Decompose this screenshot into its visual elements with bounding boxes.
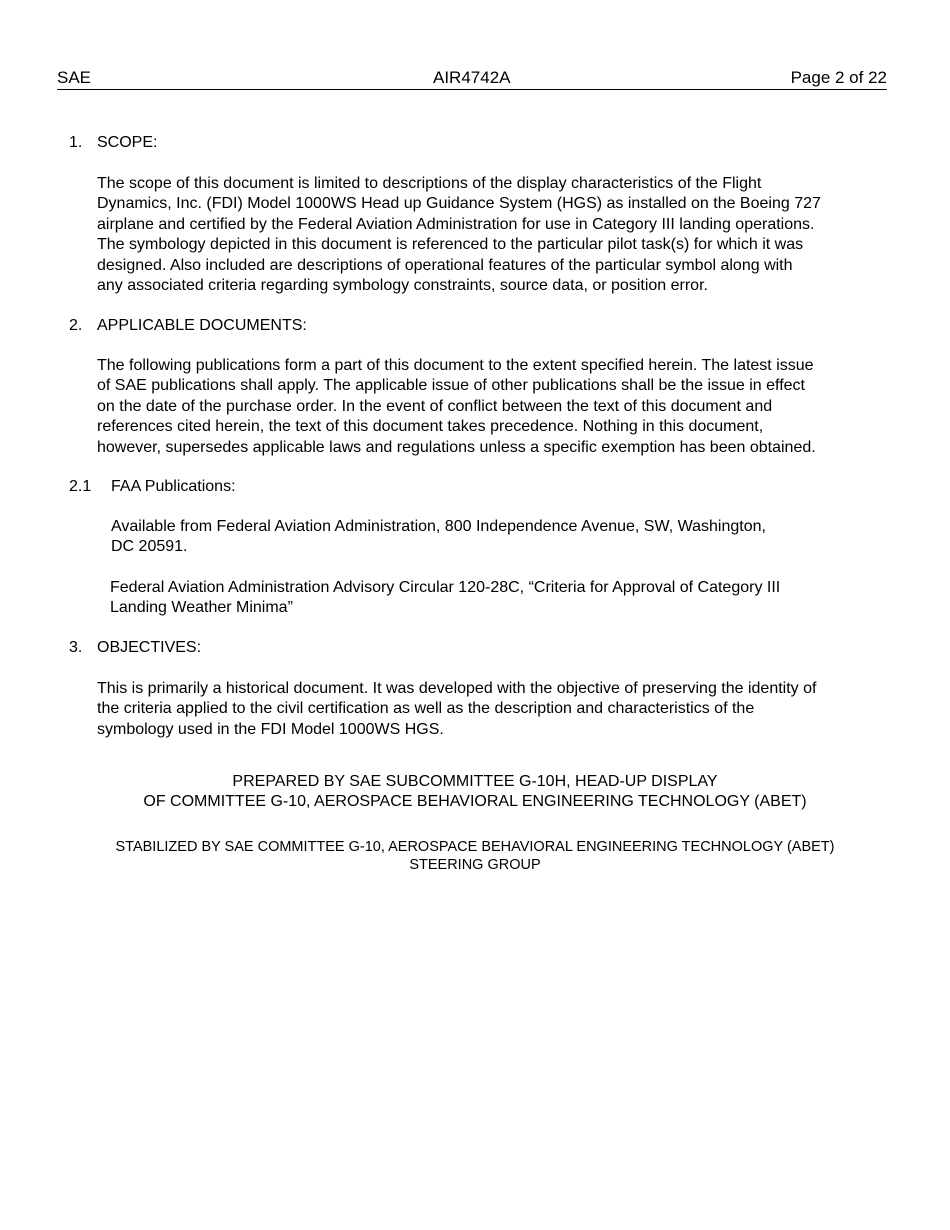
stabilized-by-statement [0,838,950,874]
paragraph-line: any associated criteria regarding symbology constraints, source data, or position error. [97,277,708,295]
paragraph-line: airplane and certified by the Federal Aviation Administration for use in Category III landing operations. [97,215,815,233]
paragraph-line: the criteria applied to the civil certification as well as the description and characteristics of the [97,700,755,718]
header-page-number: Page 2 of 22 [790,68,887,87]
paragraph-line: of SAE publications shall apply. The applicable issue of other publications shall be the issue in effect [97,377,805,395]
paragraph-line: The scope of this document is limited to descriptions of the display characteristics of the Flight [97,175,762,192]
section-heading-scope: SCOPE: [97,134,158,151]
paragraph-line: symbology used in the FDI Model 1000WS HGS. [97,720,444,738]
paragraph-line: Dynamics, Inc. (FDI) Model 1000WS Head up Guidance System (HGS) as installed on the Boeing 727 [97,195,821,213]
header-document-number: AIR4742A [433,68,511,87]
faa-availability-paragraph [111,517,766,558]
paragraph-line: however, supersedes applicable laws and regulations unless a specific exemption has been obtained. [97,438,816,456]
paragraph-line: DC 20591. [111,538,188,556]
faa-advisory-circular-reference [110,578,780,619]
section-heading-applicable-documents: APPLICABLE DOCUMENTS: [97,317,307,334]
scope-paragraph [97,174,821,296]
stabilized-by-line: STEERING GROUP [409,857,541,873]
paragraph-line: Federal Aviation Administration Advisory Circular 120-28C, “Criteria for Approval of Category III [110,579,781,596]
paragraph-line: references cited herein, the text of this document takes precedence. Nothing in this document, [97,418,764,436]
paragraph-line: designed. Also included are descriptions of operational features of the particular symbol along with [97,256,793,274]
prepared-by-line: OF COMMITTEE G-10, AEROSPACE BEHAVIORAL ENGINEERING TECHNOLOGY (ABET) [143,793,807,811]
objectives-paragraph [97,679,816,740]
section-number-scope: 1. [69,134,83,151]
prepared-by-line: PREPARED BY SAE SUBCOMMITTEE G-10H, HEAD-UP DISPLAY [232,773,718,790]
paragraph-line: The symbology depicted in this document is referenced to the particular pilot task(s) for which it was [97,236,804,254]
paragraph-line: on the date of the purchase order. In the event of conflict between the text of this document and [97,397,773,415]
page-header [57,68,887,90]
section-number-applicable-documents: 2. [69,317,83,334]
section-number-faa-publications: 2.1 [69,478,92,495]
stabilized-by-line: STABILIZED BY SAE COMMITTEE G-10, AEROSPACE BEHAVIORAL ENGINEERING TECHNOLOGY (ABET) [115,839,835,855]
paragraph-line: Available from Federal Aviation Administration, 800 Independence Avenue, SW, Washington, [111,518,766,535]
paragraph-line: The following publications form a part of this document to the extent specified herein. The latest issue [97,357,814,374]
applicable-documents-paragraph [97,356,816,458]
section-heading-objectives: OBJECTIVES: [97,639,202,656]
section-number-objectives: 3. [69,639,83,656]
prepared-by-statement [0,772,950,813]
paragraph-line: Landing Weather Minima” [110,599,293,617]
section-heading-faa-publications: FAA Publications: [111,478,236,495]
paragraph-line: This is primarily a historical document. It was developed with the objective of preserving the identity of [97,680,817,697]
header-organization: SAE [57,68,92,87]
